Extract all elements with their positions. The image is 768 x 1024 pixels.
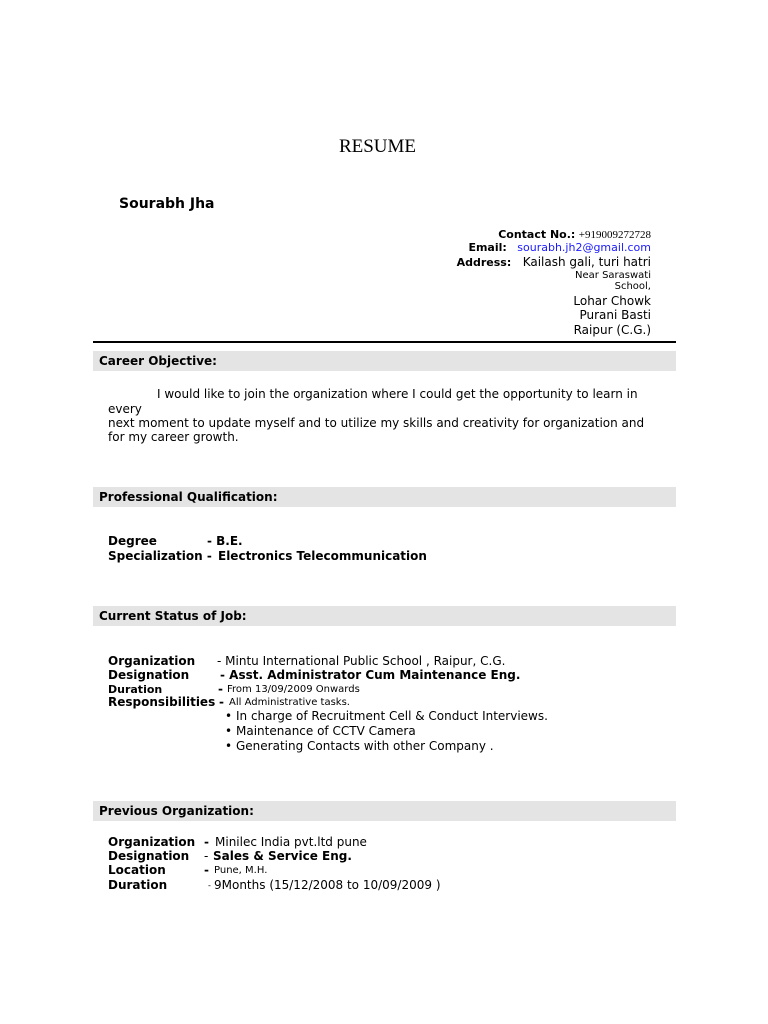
prev-duration-label: Duration <box>108 878 168 892</box>
organization-label: Organization <box>108 654 196 668</box>
contact-row <box>498 228 651 241</box>
email-link[interactable]: sourabh.jh2@gmail.com <box>517 241 651 254</box>
section-header-current-job <box>93 606 676 626</box>
prev-organization-dash: - <box>204 835 209 849</box>
email-label: Email: <box>468 241 507 254</box>
responsibilities-value: All Administrative tasks. <box>229 697 350 708</box>
designation-value: - Asst. Administrator Cum Maintenance Eng. <box>220 668 521 682</box>
responsibility-item: • Maintenance of CCTV Camera <box>236 724 416 738</box>
degree-value: - B.E. <box>207 534 243 548</box>
contact-number: +919009272728 <box>578 229 651 241</box>
responsibility-item: • In charge of Recruitment Cell & Conduct Interviews. <box>236 709 548 723</box>
responsibilities-dash: - <box>219 695 224 709</box>
header-divider <box>93 341 676 343</box>
objective-line: every <box>108 402 142 416</box>
duration-dash: - <box>218 682 223 696</box>
section-title: Previous Organization: <box>99 804 254 818</box>
prev-location-dash: - <box>204 863 209 877</box>
section-header-qualification <box>93 487 676 507</box>
degree-label: Degree <box>108 534 157 548</box>
prev-duration-value: 9Months (15/12/2008 to 10/09/2009 ) <box>214 878 441 892</box>
prev-organization-value: Minilec India pvt.ltd pune <box>215 835 367 849</box>
prev-location-label: Location <box>108 863 166 877</box>
section-header-career <box>93 351 676 371</box>
duration-label: Duration <box>108 683 163 696</box>
candidate-name: Sourabh Jha <box>119 196 215 212</box>
page-title: RESUME <box>338 136 417 157</box>
section-title: Career Objective: <box>99 354 217 368</box>
address-line: School, <box>614 281 651 292</box>
address-line: Near Saraswati <box>575 270 651 281</box>
section-header-previous-org <box>93 801 676 821</box>
prev-organization-label: Organization <box>108 835 196 849</box>
designation-label: Designation <box>108 668 190 682</box>
address-line: Kailash gali, turi hatri <box>522 255 651 269</box>
duration-value: From 13/09/2009 Onwards <box>227 684 360 695</box>
address-label: Address: <box>456 256 512 269</box>
responsibility-item: • Generating Contacts with other Company . <box>236 739 494 753</box>
prev-location-value: Pune, M.H. <box>214 865 268 876</box>
section-title: Current Status of Job: <box>99 609 247 623</box>
prev-duration-dash: - <box>208 881 211 890</box>
address-line: Purani Basti <box>579 308 651 322</box>
prev-designation-label: Designation <box>108 849 190 863</box>
address-line: Raipur (C.G.) <box>573 323 651 337</box>
prev-designation-value: Sales & Service Eng. <box>213 849 352 863</box>
address-row <box>457 255 651 269</box>
organization-value: - Mintu International Public School , Raipur, C.G. <box>217 654 506 668</box>
objective-line: next moment to update myself and to utilize my skills and creativity for organization and <box>108 416 645 430</box>
email-row <box>468 241 651 254</box>
specialization-value: Electronics Telecommunication <box>218 549 427 563</box>
responsibilities-label: Responsibilities <box>108 695 216 709</box>
objective-line: I would like to join the organization where I could get the opportunity to learn in <box>157 387 638 401</box>
section-title: Professional Qualification: <box>99 490 278 504</box>
address-line: Lohar Chowk <box>573 294 651 308</box>
contact-label: Contact No.: <box>498 228 576 241</box>
specialization-label: Specialization - <box>108 549 212 563</box>
prev-designation-dash: - <box>204 849 209 863</box>
objective-line: for my career growth. <box>108 430 239 444</box>
